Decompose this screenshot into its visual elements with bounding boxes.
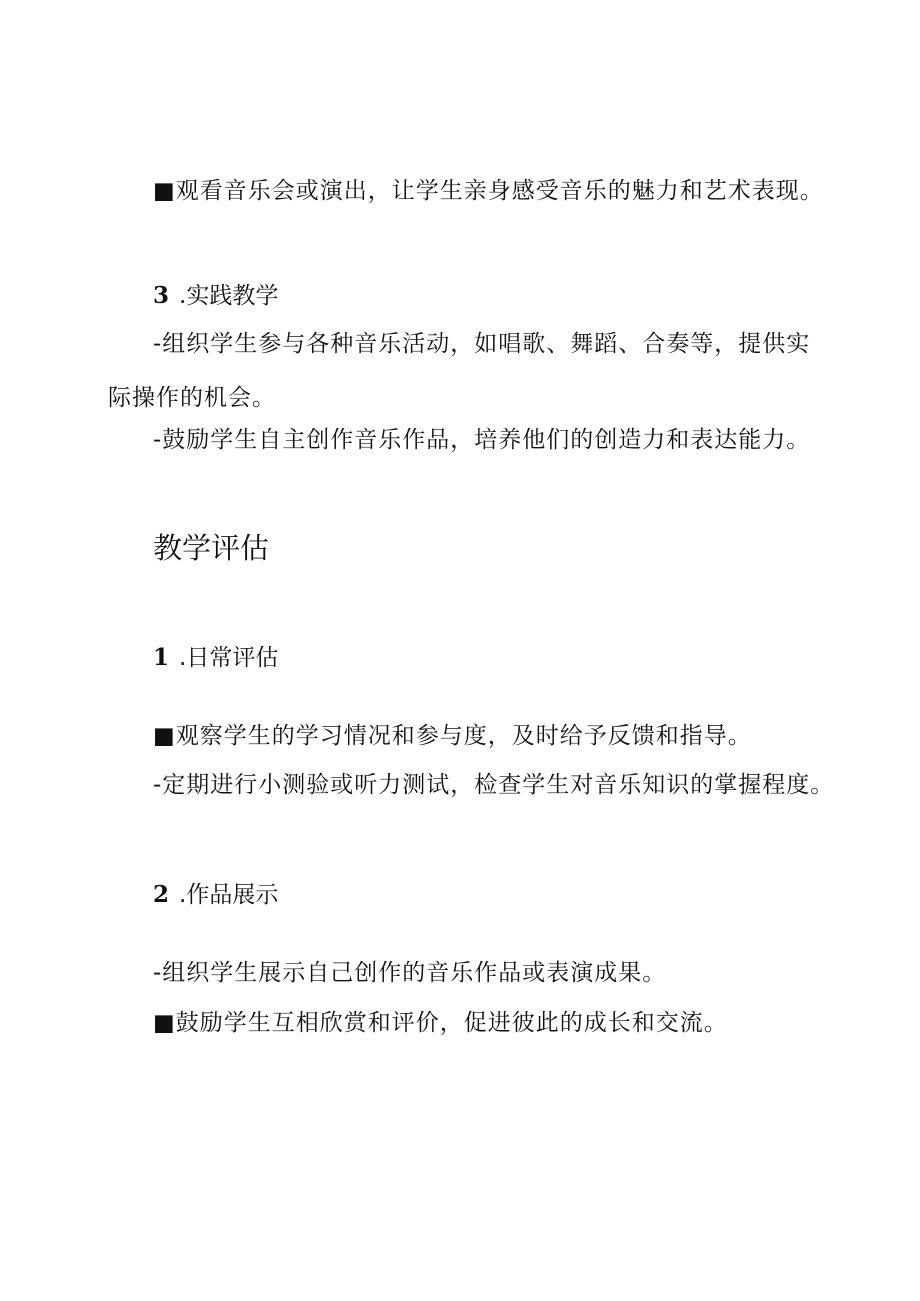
subheading-practice [153, 281, 278, 311]
subheading-number: 3 [153, 282, 170, 309]
subheading-title: .作品展示 [179, 882, 279, 908]
subheading-work-display [153, 880, 278, 910]
subheading-daily-evaluation [153, 643, 278, 673]
paragraph-creation: -鼓励学生自主创作音乐作品，培养他们的创造力和表达能力。 [153, 427, 811, 453]
paragraph-showcase: -组织学生展示自己创作的音乐作品或表演成果。 [153, 960, 667, 986]
subheading-title: .实践教学 [179, 283, 279, 309]
paragraph-activities: -组织学生参与各种音乐活动，如唱歌、舞蹈、合奏等，提供实际操作的机会。 [108, 331, 811, 411]
section-heading-evaluation: 教学评估 [153, 531, 270, 565]
subheading-number: 2 [153, 881, 170, 908]
paragraph-appreciation: ■鼓励学生互相欣赏和评价，促进彼此的成长和交流。 [153, 1010, 728, 1036]
subheading-title: .日常评估 [179, 645, 279, 671]
paragraph-concert: ■观看音乐会或演出，让学生亲身感受音乐的魅力和艺术表现。 [153, 178, 824, 204]
subheading-number: 1 [153, 644, 170, 671]
paragraph-tests: -定期进行小测验或听力测试，检查学生对音乐知识的掌握程度。 [153, 772, 835, 798]
paragraph-observe: ■观察学生的学习情况和参与度，及时给予反馈和指导。 [153, 723, 752, 749]
